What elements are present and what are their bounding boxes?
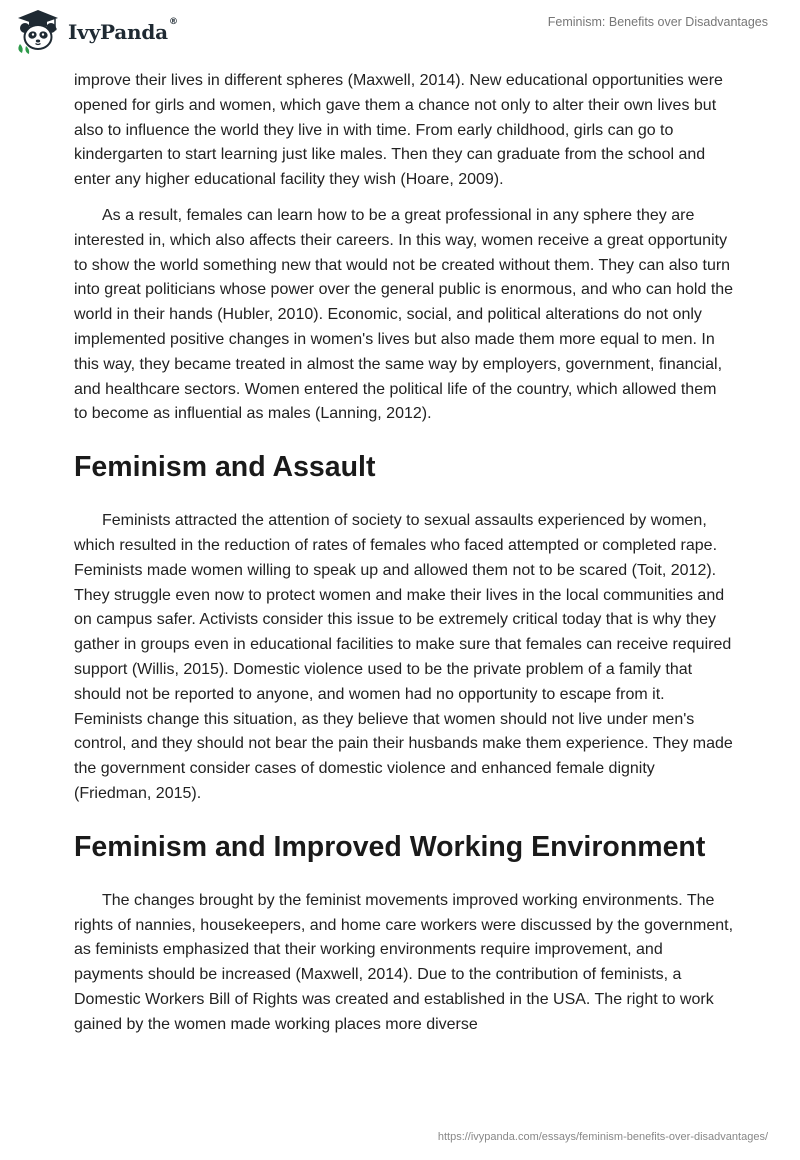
brand-name: IvyPanda® [68, 17, 178, 44]
paragraph-continued: improve their lives in different spheres (Maxwell, 2014). New educational opportunities were opened for girls and women, which gave them a chance not only to alter their own lives but also to influence the world they live in with time. From early childhood, girls can go to kindergarten to start learning just like males. Then they can graduate from the school and enter any higher educational facility they wish (Hoare, 2009). [74, 72, 723, 189]
section-heading-working-environment: Feminism and Improved Working Environment [74, 830, 706, 863]
source-url[interactable]: https://ivypanda.com/essays/feminism-benefits-over-disadvantages/ [437, 1131, 768, 1143]
document-title: Feminism: Benefits over Disadvantages [547, 15, 768, 29]
paragraph: Feminists attracted the attention of society to sexual assaults experienced by women, which resulted in the reduction of rates of females who faced attempted or completed rape. Feminists made women willing to speak up and allowed them not to be scared (Toit, 2012). They struggle even now to protect women and make their lives in the local communities and on campus safer. Activists consider this issue to be extremely critical today that is why they gather in groups even in educational facilities to make sure that females can receive required support (Willis, 2015). Domestic violence used to be the private problem of a family that should not be reported to anyone, and women had no opportunity to escape from it. Feminists change this situation, as they believe that women should not live under men's control, and they should not bear the pain their husbands make them experience. They made the government consider cases of domestic violence and enhanced female dignity (Friedman, 2015). [74, 512, 733, 802]
section-heading-assault: Feminism and Assault [74, 451, 376, 484]
paragraph: The changes brought by the feminist movements improved working environments. The rights of nannies, housekeepers, and home care workers were discussed by the government, as feminists emphasized that their working environments require improvement, and payments should be increased (Maxwell, 2014). Due to the contribution of feminists, a Domestic Workers Bill of Rights was created and established in the USA. The right to work gained by the women made working places more diverse [74, 891, 734, 1033]
panda-graduate-icon [14, 8, 62, 54]
page-header [0, 0, 800, 64]
registered-mark: ® [168, 17, 178, 27]
essay-content [74, 69, 734, 1038]
paragraph: As a result, females can learn how to be a great professional in any sphere they are interested in, which also affects their careers. In this way, women receive a great opportunity to show the world something new that would not be created without them. They can also turn into great politicians whose power over the general public is enormous, and who can hold the world in their hands (Hubler, 2010). Economic, social, and political alterations do not only implemented positive changes in women's lives but also made them more equal to men. In this way, they became treated in almost the same way by employers, government, financial, and healthcare sectors. Women entered the political life of the country, which allowed them to become as influential as males (Lanning, 2012). [74, 206, 734, 423]
ivypanda-logo[interactable] [14, 8, 178, 54]
